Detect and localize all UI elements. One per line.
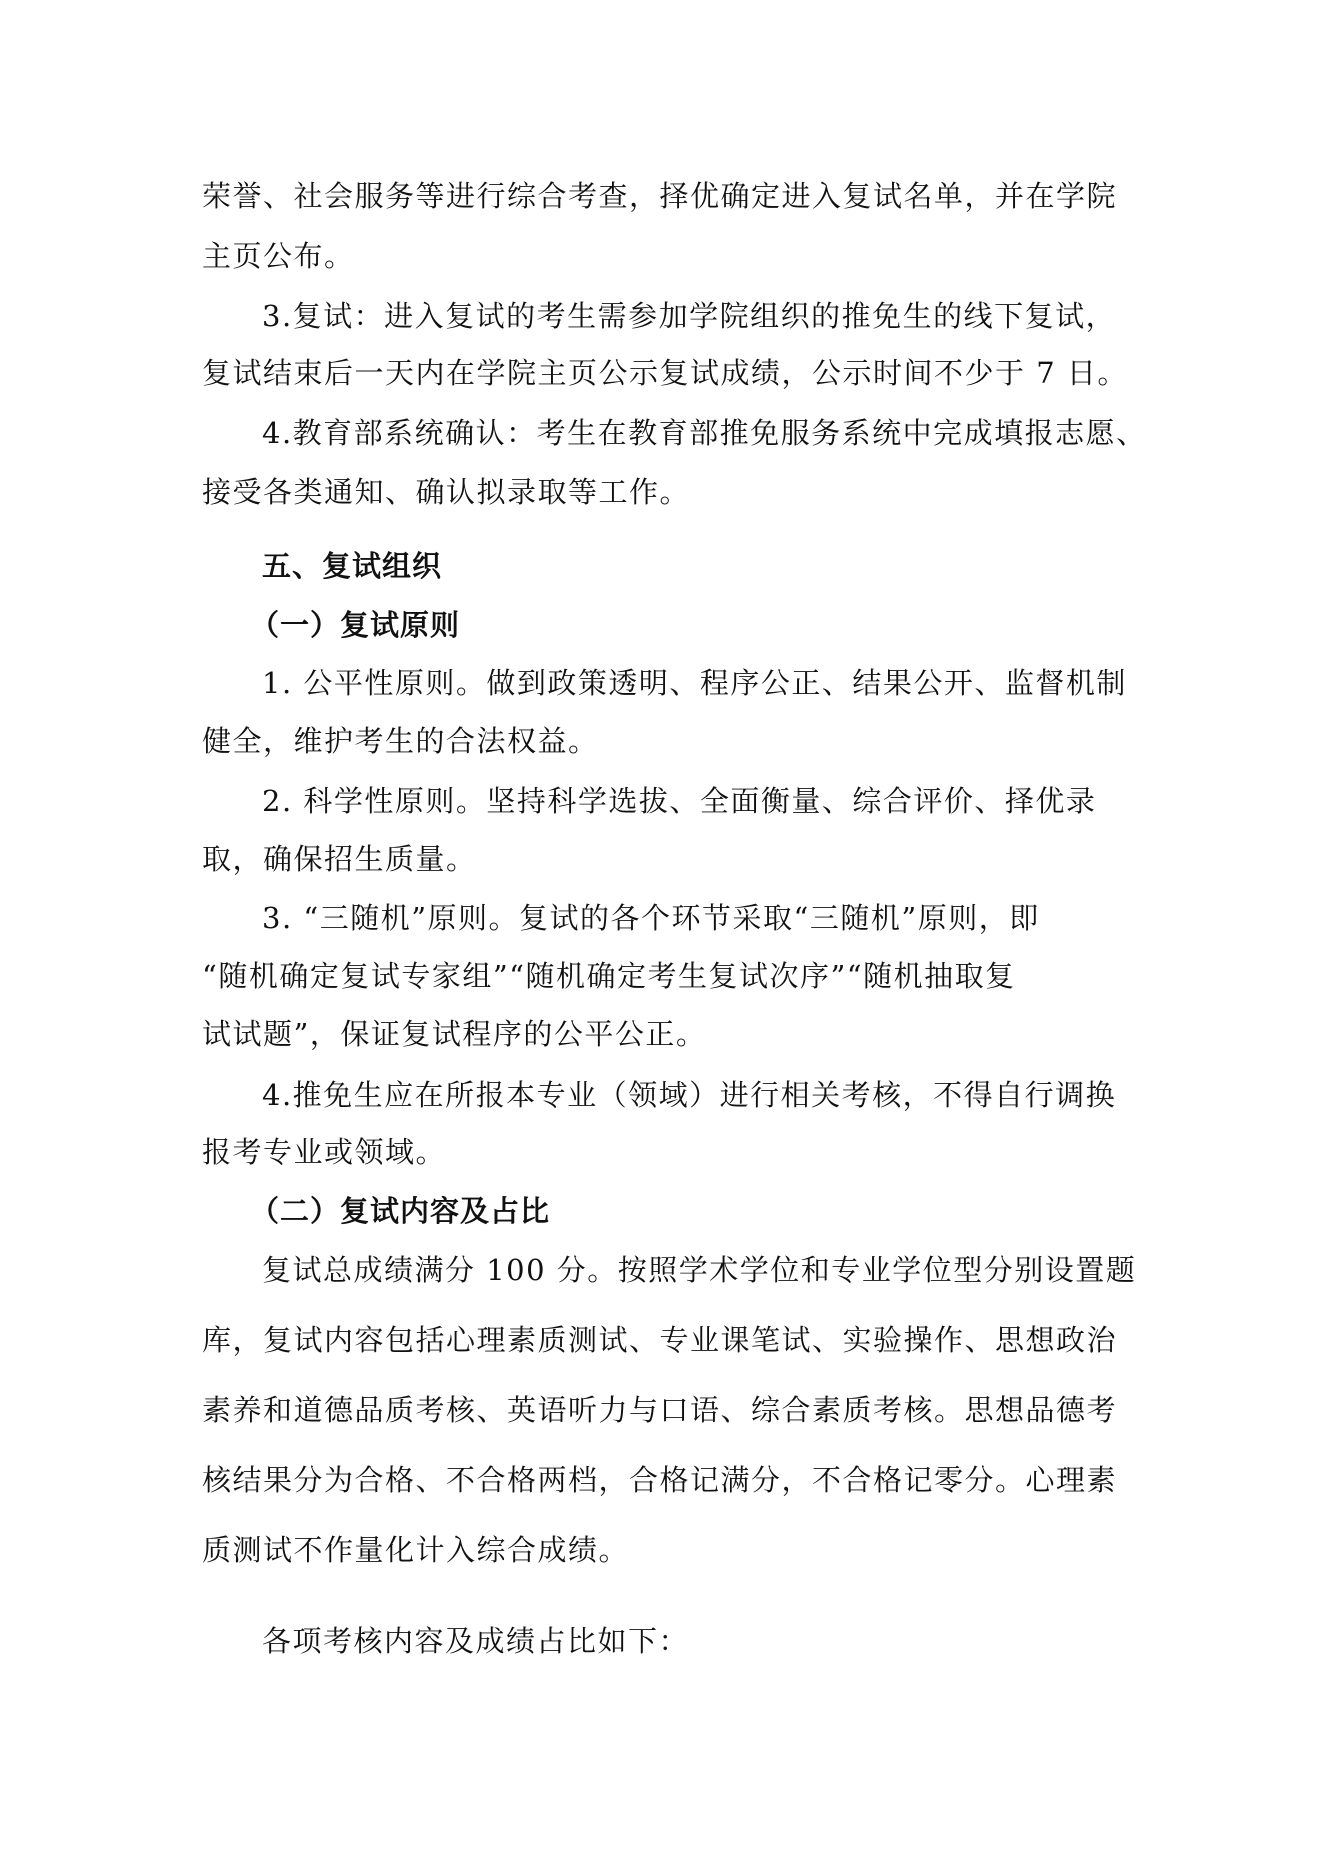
principle-2-line-1: 2. 科学性原则。坚持科学选拔、全面衡量、综合评价、择优录 xyxy=(262,784,1097,818)
subheading-principles: （一）复试原则 xyxy=(250,608,461,642)
paragraph-step-3-line-2: 复试结束后一天内在学院主页公示复试成绩，公示时间不少于 7 日。 xyxy=(202,356,1128,390)
section-heading: 五、复试组织 xyxy=(262,549,443,583)
subheading-content-ratio: （二）复试内容及占比 xyxy=(250,1194,551,1228)
paragraph-step-3-line-1: 3.复试：进入复试的考生需参加学院组织的推免生的线下复试， xyxy=(262,299,1117,333)
content-paragraph-line-2: 库，复试内容包括心理素质测试、专业课笔试、实验操作、思想政治 xyxy=(202,1323,1118,1357)
principle-4-line-2: 报考专业或领域。 xyxy=(202,1135,447,1169)
principle-3-line-1: 3. “三随机”原则。复试的各个环节采取“三随机”原则，即 xyxy=(262,901,1040,935)
paragraph-step-4-line-1: 4.教育部系统确认：考生在教育部推免服务系统中完成填报志愿、 xyxy=(262,416,1147,450)
principle-3-line-3: 试试题”，保证复试程序的公平公正。 xyxy=(202,1017,707,1051)
paragraph-ranking-continued-line-2: 主页公布。 xyxy=(202,239,355,273)
principle-1-line-2: 健全，维护考生的合法权益。 xyxy=(202,724,599,758)
principle-1-line-1: 1. 公平性原则。做到政策透明、程序公正、结果公开、监督机制 xyxy=(262,666,1127,700)
content-paragraph-line-3: 素养和道德品质考核、英语听力与口语、综合素质考核。思想品德考 xyxy=(202,1393,1118,1427)
content-paragraph-line-1: 复试总成绩满分 100 分。按照学术学位和专业学位型分别设置题 xyxy=(262,1253,1137,1287)
paragraph-ranking-continued-line-1: 荣誉、社会服务等进行综合考查，择优确定进入复试名单，并在学院 xyxy=(202,179,1118,213)
closing-line: 各项考核内容及成绩占比如下： xyxy=(262,1624,690,1658)
paragraph-step-4-line-2: 接受各类通知、确认拟录取等工作。 xyxy=(202,475,691,509)
content-paragraph-line-5: 质测试不作量化计入综合成绩。 xyxy=(202,1533,630,1567)
principle-4-line-1: 4.推免生应在所报本专业（领域）进行相关考核，不得自行调换 xyxy=(262,1078,1117,1112)
principle-2-line-2: 取，确保招生质量。 xyxy=(202,842,477,876)
principle-3-line-2: “随机确定复试专家组”“随机确定考生复试次序”“随机抽取复 xyxy=(202,959,1016,993)
content-paragraph-line-4: 核结果分为合格、不合格两档，合格记满分，不合格记零分。心理素 xyxy=(202,1463,1118,1497)
